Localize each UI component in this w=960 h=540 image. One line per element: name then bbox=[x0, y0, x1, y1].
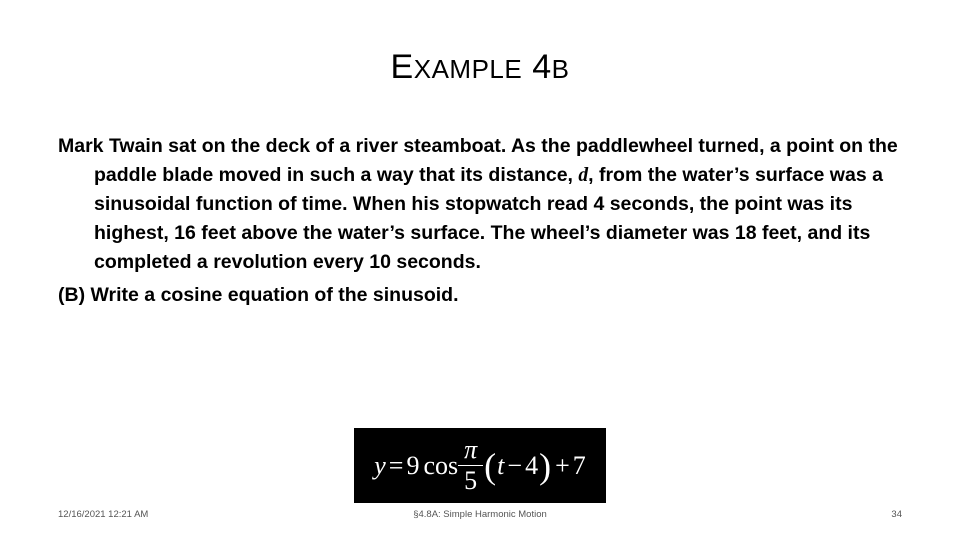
footer-page-number: 34 bbox=[891, 509, 902, 520]
eq-variable-t: t bbox=[497, 450, 505, 480]
eq-equals: = bbox=[388, 450, 404, 480]
problem-text-start: Mark Twain sat on the deck of a river steamboat. As the paddlewheel turned, a point on the paddle blade moved in such a way that its distance, bbox=[58, 135, 898, 186]
problem-text-end: , from the water’s surface was a sinusoidal function of time. When his stopwatch read 4 seconds, the point was its highest, 16 feet above the water’s surface. The wheel’s diameter was 18 feet, and its completed a revolution every 10 seconds. bbox=[94, 164, 883, 273]
eq-fraction bbox=[461, 437, 480, 494]
eq-function: cos bbox=[423, 450, 459, 480]
eq-open-paren: ( bbox=[484, 445, 497, 486]
slide-title bbox=[0, 48, 960, 87]
eq-minus: − bbox=[507, 450, 523, 480]
title-suffix: B bbox=[551, 54, 570, 84]
footer-date: 12/16/2021 12:21 AM bbox=[58, 509, 149, 520]
variable-d: d bbox=[578, 165, 589, 186]
title-number: 4 bbox=[532, 48, 552, 86]
eq-denominator: 5 bbox=[458, 465, 483, 494]
eq-amplitude: 9 bbox=[406, 450, 420, 480]
eq-plus: + bbox=[555, 450, 570, 480]
eq-close-paren: ) bbox=[539, 445, 552, 486]
eq-midline: 7 bbox=[572, 450, 586, 480]
title-small-caps: XAMPLE bbox=[413, 54, 523, 84]
problem-paragraph bbox=[58, 132, 898, 277]
question-b: (B) Write a cosine equation of the sinusoid. bbox=[58, 284, 459, 306]
title-first-letter: E bbox=[390, 48, 414, 86]
eq-numerator: π bbox=[464, 435, 478, 464]
eq-lhs: y bbox=[374, 450, 386, 480]
cosine-equation bbox=[374, 437, 586, 494]
eq-shift: 4 bbox=[525, 450, 539, 480]
footer-section-title: §4.8A: Simple Harmonic Motion bbox=[413, 509, 547, 520]
answer-equation-box bbox=[354, 428, 606, 503]
slide-body bbox=[58, 132, 898, 314]
